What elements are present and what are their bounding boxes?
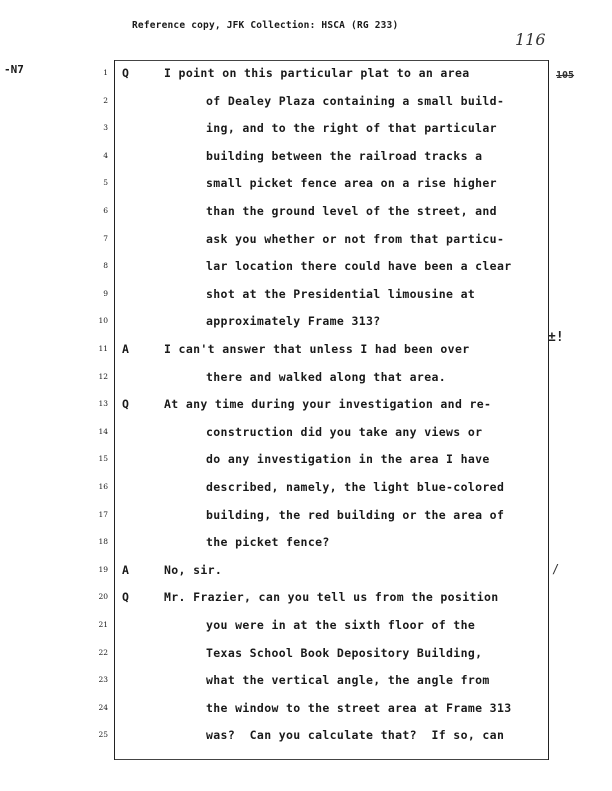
transcript-line	[0, 336, 612, 364]
line-text: building between the railroad tracks a	[206, 148, 483, 163]
line-text: the picket fence?	[206, 535, 330, 550]
line-text: the window to the street area at Frame 313	[206, 700, 512, 715]
speaker-label: A	[122, 342, 129, 356]
line-number: 16	[98, 482, 108, 491]
line-number: 18	[98, 537, 108, 547]
line-text: described, namely, the light blue-colored	[206, 480, 505, 494]
line-number: 22	[98, 647, 108, 657]
line-number: 5	[103, 178, 108, 188]
transcript-line	[0, 281, 612, 309]
line-text: small picket fence area on a rise higher	[206, 176, 497, 191]
handwritten-page-number: 116	[515, 30, 546, 49]
line-text: than the ground level of the street, and	[206, 204, 497, 218]
line-text: I point on this particular plat to an area	[164, 66, 470, 80]
line-number: 14	[98, 426, 108, 436]
transcript-line	[0, 695, 612, 723]
transcript-line	[0, 253, 612, 281]
line-text: I can't answer that unless I had been over	[164, 342, 470, 356]
line-number: 24	[98, 702, 108, 712]
transcript-line	[0, 612, 612, 640]
transcript-line	[0, 60, 612, 88]
transcript-line	[0, 584, 612, 612]
transcript-line	[0, 391, 612, 419]
margin-annotation: ±!	[548, 330, 564, 345]
speaker-label: Q	[122, 397, 129, 412]
line-text: was? Can you calculate that? If so, can	[206, 728, 505, 743]
transcript-line	[0, 640, 612, 668]
transcript-line	[0, 226, 612, 254]
line-number: 2	[103, 95, 108, 105]
archive-header: Reference copy, JFK Collection: HSCA (RG 233)	[132, 20, 399, 31]
margin-tick: /	[552, 562, 560, 576]
line-text: do any investigation in the area I have	[206, 452, 490, 467]
line-number: 7	[103, 233, 108, 243]
transcript-line	[0, 170, 612, 198]
line-number: 8	[103, 261, 108, 271]
left-margin-mark: -N7	[4, 63, 24, 76]
line-number: 3	[103, 123, 108, 133]
line-text: Mr. Frazier, can you tell us from the position	[164, 590, 499, 605]
speaker-label: Q	[122, 590, 129, 605]
line-text: what the vertical angle, the angle from	[206, 673, 490, 688]
transcript-line	[0, 502, 612, 530]
line-text: shot at the Presidential limousine at	[206, 286, 476, 301]
line-number: 9	[103, 288, 108, 298]
transcript-line	[0, 88, 612, 116]
line-text: ing, and to the right of that particular	[206, 121, 497, 136]
line-text: No, sir.	[164, 562, 223, 577]
line-number: 10	[98, 316, 108, 326]
line-text: you were in at the sixth floor of the	[206, 618, 476, 632]
struck-page-number: 105	[556, 70, 575, 81]
line-text: of Dealey Plaza containing a small build-	[206, 93, 505, 108]
line-number: 4	[103, 150, 108, 160]
transcript-line	[0, 143, 612, 171]
line-text: At any time during your investigation and re-	[164, 397, 492, 412]
transcript-line	[0, 419, 612, 447]
line-number: 1	[103, 68, 108, 77]
transcript-line	[0, 308, 612, 336]
line-text: approximately Frame 313?	[206, 314, 381, 329]
transcript-line	[0, 667, 612, 695]
line-text: construction did you take any views or	[206, 424, 483, 439]
line-number: 11	[98, 344, 108, 353]
line-number: 20	[98, 592, 108, 602]
line-number: 17	[98, 509, 108, 519]
line-text: ask you whether or not from that particu-	[206, 231, 505, 246]
line-text: there and walked along that area.	[206, 369, 447, 384]
line-number: 19	[98, 564, 108, 574]
line-number: 21	[98, 620, 108, 629]
transcript-line	[0, 364, 612, 392]
transcript-line	[0, 529, 612, 557]
speaker-label: Q	[122, 66, 129, 80]
line-text: lar location there could have been a clear	[206, 259, 512, 274]
line-number: 15	[98, 454, 108, 464]
speaker-label: A	[122, 562, 129, 577]
line-text: Texas School Book Depository Building,	[206, 645, 483, 660]
transcript-line	[0, 115, 612, 143]
line-number: 23	[98, 675, 108, 685]
transcript-line	[0, 557, 612, 585]
line-number: 12	[98, 371, 108, 381]
transcript-line	[0, 474, 612, 502]
transcript-line	[0, 446, 612, 474]
line-number: 25	[98, 730, 108, 740]
line-number: 6	[103, 206, 108, 215]
transcript-line	[0, 198, 612, 226]
line-number: 13	[98, 399, 108, 409]
line-text: building, the red building or the area of	[206, 507, 505, 522]
transcript-line	[0, 722, 612, 750]
